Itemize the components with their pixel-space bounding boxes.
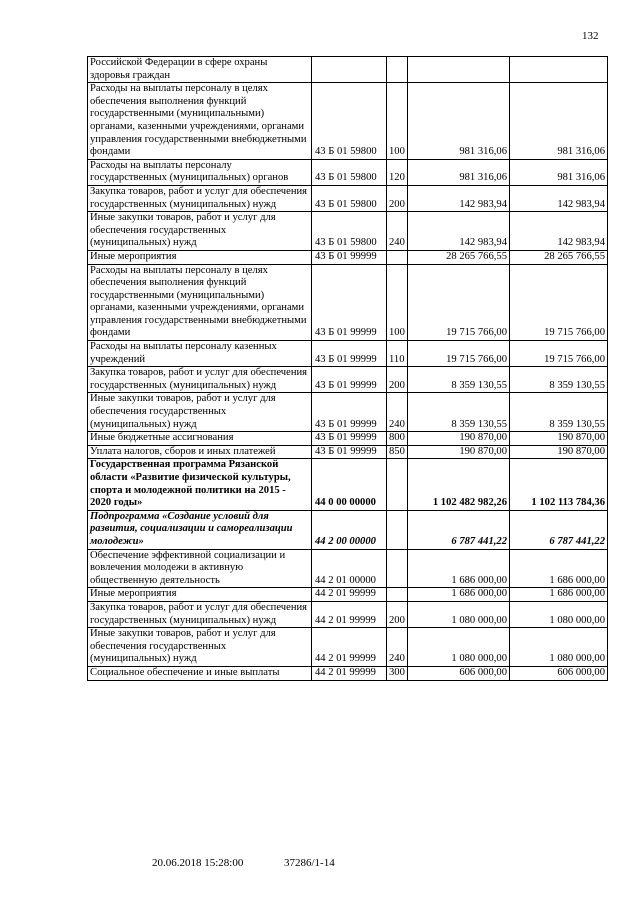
target-article-cell: 43 Б 01 99999 <box>312 432 387 446</box>
table-row <box>88 212 608 251</box>
amount-cell-2 <box>510 57 608 83</box>
expense-type-cell: 200 <box>387 367 408 393</box>
amount-cell-1 <box>408 57 510 83</box>
amount-cell-2: 190 870,00 <box>510 445 608 459</box>
table-row <box>88 341 608 367</box>
amount-cell-2: 8 359 130,55 <box>510 367 608 393</box>
table-row <box>88 185 608 211</box>
table-body <box>88 57 608 681</box>
table-row <box>88 250 608 264</box>
amount-cell-1: 1 080 000,00 <box>408 601 510 627</box>
target-article-cell <box>312 57 387 83</box>
target-article-cell: 43 Б 01 99999 <box>312 264 387 341</box>
table-row <box>88 393 608 432</box>
expense-name-cell: Закупка товаров, работ и услуг для обеспечения государственных (муниципальных) нужд <box>88 185 312 211</box>
expense-type-cell <box>387 549 408 588</box>
target-article-cell: 44 2 01 99999 <box>312 601 387 627</box>
target-article-cell: 44 2 01 00000 <box>312 549 387 588</box>
table-row <box>88 628 608 667</box>
expense-name-cell: Расходы на выплаты персоналу в целях обеспечения выполнения функций государственными (муниципальными) органами, казенными учреждениями, органами управления государственными внебюджетными фондами <box>88 264 312 341</box>
expense-name-cell: Российской Федерации в сфере охраны здоровья граждан <box>88 57 312 83</box>
target-article-cell: 43 Б 01 99999 <box>312 367 387 393</box>
expense-type-cell: 850 <box>387 445 408 459</box>
amount-cell-1: 28 265 766,55 <box>408 250 510 264</box>
target-article-cell: 44 2 01 99999 <box>312 588 387 602</box>
amount-cell-1: 8 359 130,55 <box>408 367 510 393</box>
table-row <box>88 367 608 393</box>
amount-cell-2: 28 265 766,55 <box>510 250 608 264</box>
amount-cell-2: 606 000,00 <box>510 666 608 680</box>
target-article-cell: 43 Б 01 99999 <box>312 445 387 459</box>
target-article-cell: 44 2 01 99999 <box>312 628 387 667</box>
amount-cell-1: 190 870,00 <box>408 432 510 446</box>
table-row <box>88 159 608 185</box>
amount-cell-1: 6 787 441,22 <box>408 510 510 549</box>
expense-type-cell: 100 <box>387 83 408 160</box>
table-row <box>88 666 608 680</box>
table-row <box>88 445 608 459</box>
expense-type-cell: 800 <box>387 432 408 446</box>
target-article-cell: 43 Б 01 99999 <box>312 250 387 264</box>
expense-type-cell: 240 <box>387 393 408 432</box>
table-row <box>88 264 608 341</box>
target-article-cell: 43 Б 01 59800 <box>312 83 387 160</box>
amount-cell-2: 981 316,06 <box>510 83 608 160</box>
expense-type-cell <box>387 510 408 549</box>
amount-cell-2: 19 715 766,00 <box>510 264 608 341</box>
amount-cell-2: 142 983,94 <box>510 185 608 211</box>
amount-cell-1: 1 102 482 982,26 <box>408 459 510 510</box>
target-article-cell: 44 0 00 00000 <box>312 459 387 510</box>
expense-name-cell: Государственная программа Рязанской области «Развитие физической культуры, спорта и молодежной политики на 2015 - 2020 годы» <box>88 459 312 510</box>
expense-name-cell: Расходы на выплаты персоналу государственных (муниципальных) органов <box>88 159 312 185</box>
expense-name-cell: Обеспечение эффективной социализации и вовлечения молодежи в активную общественную деятельность <box>88 549 312 588</box>
expense-type-cell <box>387 250 408 264</box>
target-article-cell: 43 Б 01 99999 <box>312 341 387 367</box>
table-row <box>88 432 608 446</box>
amount-cell-2: 1 080 000,00 <box>510 628 608 667</box>
expense-name-cell: Социальное обеспечение и иные выплаты <box>88 666 312 680</box>
table-row <box>88 601 608 627</box>
amount-cell-2: 190 870,00 <box>510 432 608 446</box>
expense-name-cell: Иные бюджетные ассигнования <box>88 432 312 446</box>
amount-cell-1: 981 316,06 <box>408 159 510 185</box>
target-article-cell: 43 Б 01 59800 <box>312 185 387 211</box>
amount-cell-1: 1 686 000,00 <box>408 549 510 588</box>
table-row <box>88 588 608 602</box>
amount-cell-1: 606 000,00 <box>408 666 510 680</box>
amount-cell-2: 981 316,06 <box>510 159 608 185</box>
expense-type-cell <box>387 588 408 602</box>
amount-cell-1: 142 983,94 <box>408 185 510 211</box>
amount-cell-1: 1 686 000,00 <box>408 588 510 602</box>
amount-cell-1: 19 715 766,00 <box>408 341 510 367</box>
amount-cell-1: 19 715 766,00 <box>408 264 510 341</box>
expense-type-cell: 110 <box>387 341 408 367</box>
table-row <box>88 57 608 83</box>
expense-name-cell: Подпрограмма «Создание условий для развития, социализации и самореализации молодежи» <box>88 510 312 549</box>
amount-cell-2: 142 983,94 <box>510 212 608 251</box>
amount-cell-1: 1 080 000,00 <box>408 628 510 667</box>
expense-type-cell: 300 <box>387 666 408 680</box>
expense-name-cell: Иные закупки товаров, работ и услуг для обеспечения государственных (муниципальных) нужд <box>88 212 312 251</box>
amount-cell-2: 19 715 766,00 <box>510 341 608 367</box>
amount-cell-1: 142 983,94 <box>408 212 510 251</box>
target-article-cell: 44 2 00 00000 <box>312 510 387 549</box>
table-row <box>88 510 608 549</box>
expense-name-cell: Уплата налогов, сборов и иных платежей <box>88 445 312 459</box>
expense-type-cell: 100 <box>387 264 408 341</box>
expense-name-cell: Иные мероприятия <box>88 588 312 602</box>
target-article-cell: 43 Б 01 99999 <box>312 393 387 432</box>
expense-type-cell: 120 <box>387 159 408 185</box>
amount-cell-1: 981 316,06 <box>408 83 510 160</box>
target-article-cell: 44 2 01 99999 <box>312 666 387 680</box>
footer-datetime: 20.06.2018 15:28:00 <box>152 857 244 869</box>
expense-name-cell: Закупка товаров, работ и услуг для обеспечения государственных (муниципальных) нужд <box>88 367 312 393</box>
budget-table <box>87 56 608 681</box>
expense-name-cell: Закупка товаров, работ и услуг для обеспечения государственных (муниципальных) нужд <box>88 601 312 627</box>
expense-name-cell: Иные мероприятия <box>88 250 312 264</box>
expense-name-cell: Расходы на выплаты персоналу казенных учреждений <box>88 341 312 367</box>
expense-type-cell <box>387 459 408 510</box>
amount-cell-2: 1 080 000,00 <box>510 601 608 627</box>
table-row <box>88 83 608 160</box>
target-article-cell: 43 Б 01 59800 <box>312 212 387 251</box>
expense-name-cell: Иные закупки товаров, работ и услуг для обеспечения государственных (муниципальных) нужд <box>88 393 312 432</box>
expense-name-cell: Расходы на выплаты персоналу в целях обеспечения выполнения функций государственными (муниципальными) органами, казенными учреждениями, органами управления государственными внебюджетными фондами <box>88 83 312 160</box>
amount-cell-2: 1 102 113 784,36 <box>510 459 608 510</box>
amount-cell-2: 8 359 130,55 <box>510 393 608 432</box>
amount-cell-2: 1 686 000,00 <box>510 588 608 602</box>
amount-cell-2: 6 787 441,22 <box>510 510 608 549</box>
table-row <box>88 459 608 510</box>
target-article-cell: 43 Б 01 59800 <box>312 159 387 185</box>
expense-type-cell: 240 <box>387 212 408 251</box>
expense-type-cell: 200 <box>387 185 408 211</box>
page-number: 132 <box>582 30 599 42</box>
amount-cell-2: 1 686 000,00 <box>510 549 608 588</box>
amount-cell-1: 8 359 130,55 <box>408 393 510 432</box>
amount-cell-1: 190 870,00 <box>408 445 510 459</box>
expense-type-cell <box>387 57 408 83</box>
expense-type-cell: 200 <box>387 601 408 627</box>
footer-doc-number: 37286/1-14 <box>284 857 335 869</box>
expense-name-cell: Иные закупки товаров, работ и услуг для обеспечения государственных (муниципальных) нужд <box>88 628 312 667</box>
table-row <box>88 549 608 588</box>
expense-type-cell: 240 <box>387 628 408 667</box>
